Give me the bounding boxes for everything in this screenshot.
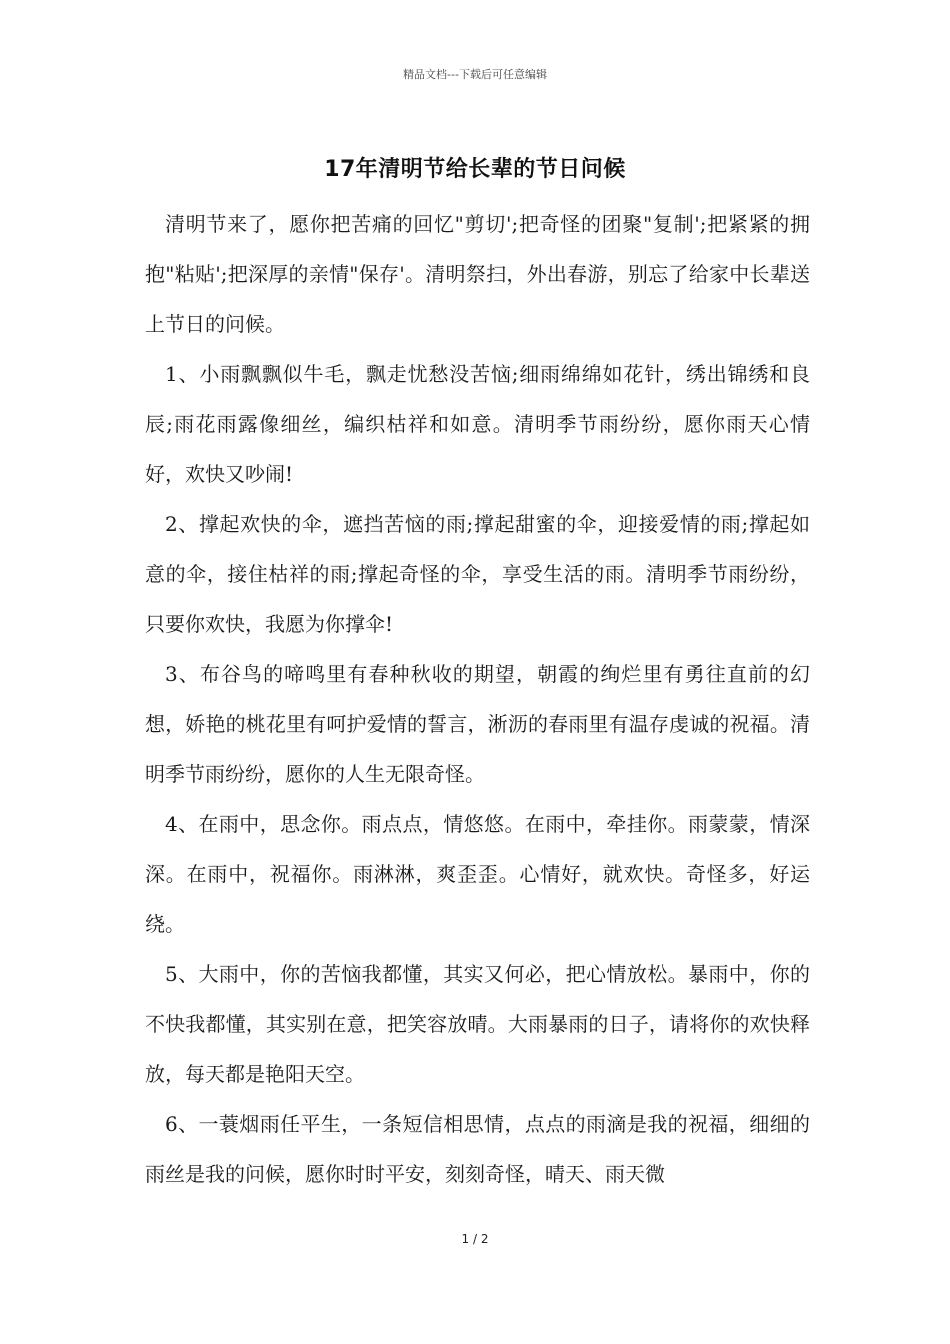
paragraph-3: 3、布谷鸟的啼鸣里有春种秋收的期望，朝霞的绚烂里有勇往直前的幻想，娇艳的桃花里有呵护爱情的誓言，淅沥的春雨里有温存虔诚的祝福。清明季节雨纷纷，愿你的人生无限奇怪。: [145, 662, 810, 786]
paragraph-4: 4、在雨中，思念你。雨点点，情悠悠。在雨中，牵挂你。雨蒙蒙，情深深。在雨中，祝福你。雨淋淋，爽歪歪。心情好，就欢快。奇怪多，好运绕。: [145, 812, 810, 936]
paragraph-2: 2、撑起欢快的伞，遮挡苦恼的雨;撑起甜蜜的伞，迎接爱情的雨;撑起如意的伞，接住枯祥的雨;撑起奇怪的伞，享受生活的雨。清明季节雨纷纷，只要你欢快，我愿为你撑伞!: [145, 512, 810, 636]
paragraph-6: 6、一蓑烟雨任平生，一条短信相思情，点点的雨滴是我的祝福，细细的雨丝是我的问候，愿你时时平安，刻刻奇怪，晴天、雨天微: [145, 1112, 810, 1186]
paragraph-5: 5、大雨中，你的苦恼我都懂，其实又何必，把心情放松。暴雨中，你的不快我都懂，其实别在意，把笑容放晴。大雨暴雨的日子，请将你的欢快释放，每天都是艳阳天空。: [145, 962, 810, 1086]
page-number: 1 / 2: [461, 1232, 489, 1246]
header-note: 精品文档---下载后可任意编辑: [403, 68, 547, 81]
paragraph-1: 1、小雨飘飘似牛毛，飘走忧愁没苦恼;细雨绵绵如花针，绣出锦绣和良辰;雨花雨露像细丝，编织枯祥和如意。清明季节雨纷纷，愿你雨天心情好，欢快又吵闹!: [145, 362, 810, 486]
paragraph-intro: 清明节来了，愿你把苦痛的回忆"剪切';把奇怪的团聚"复制';把紧紧的拥抱"粘贴';把深厚的亲情"保存'。清明祭扫，外出春游，别忘了给家中长辈送上节日的问候。: [145, 212, 810, 336]
document-title: 17年清明节给长辈的节日问候: [324, 157, 626, 182]
document-body: [145, 199, 810, 1199]
